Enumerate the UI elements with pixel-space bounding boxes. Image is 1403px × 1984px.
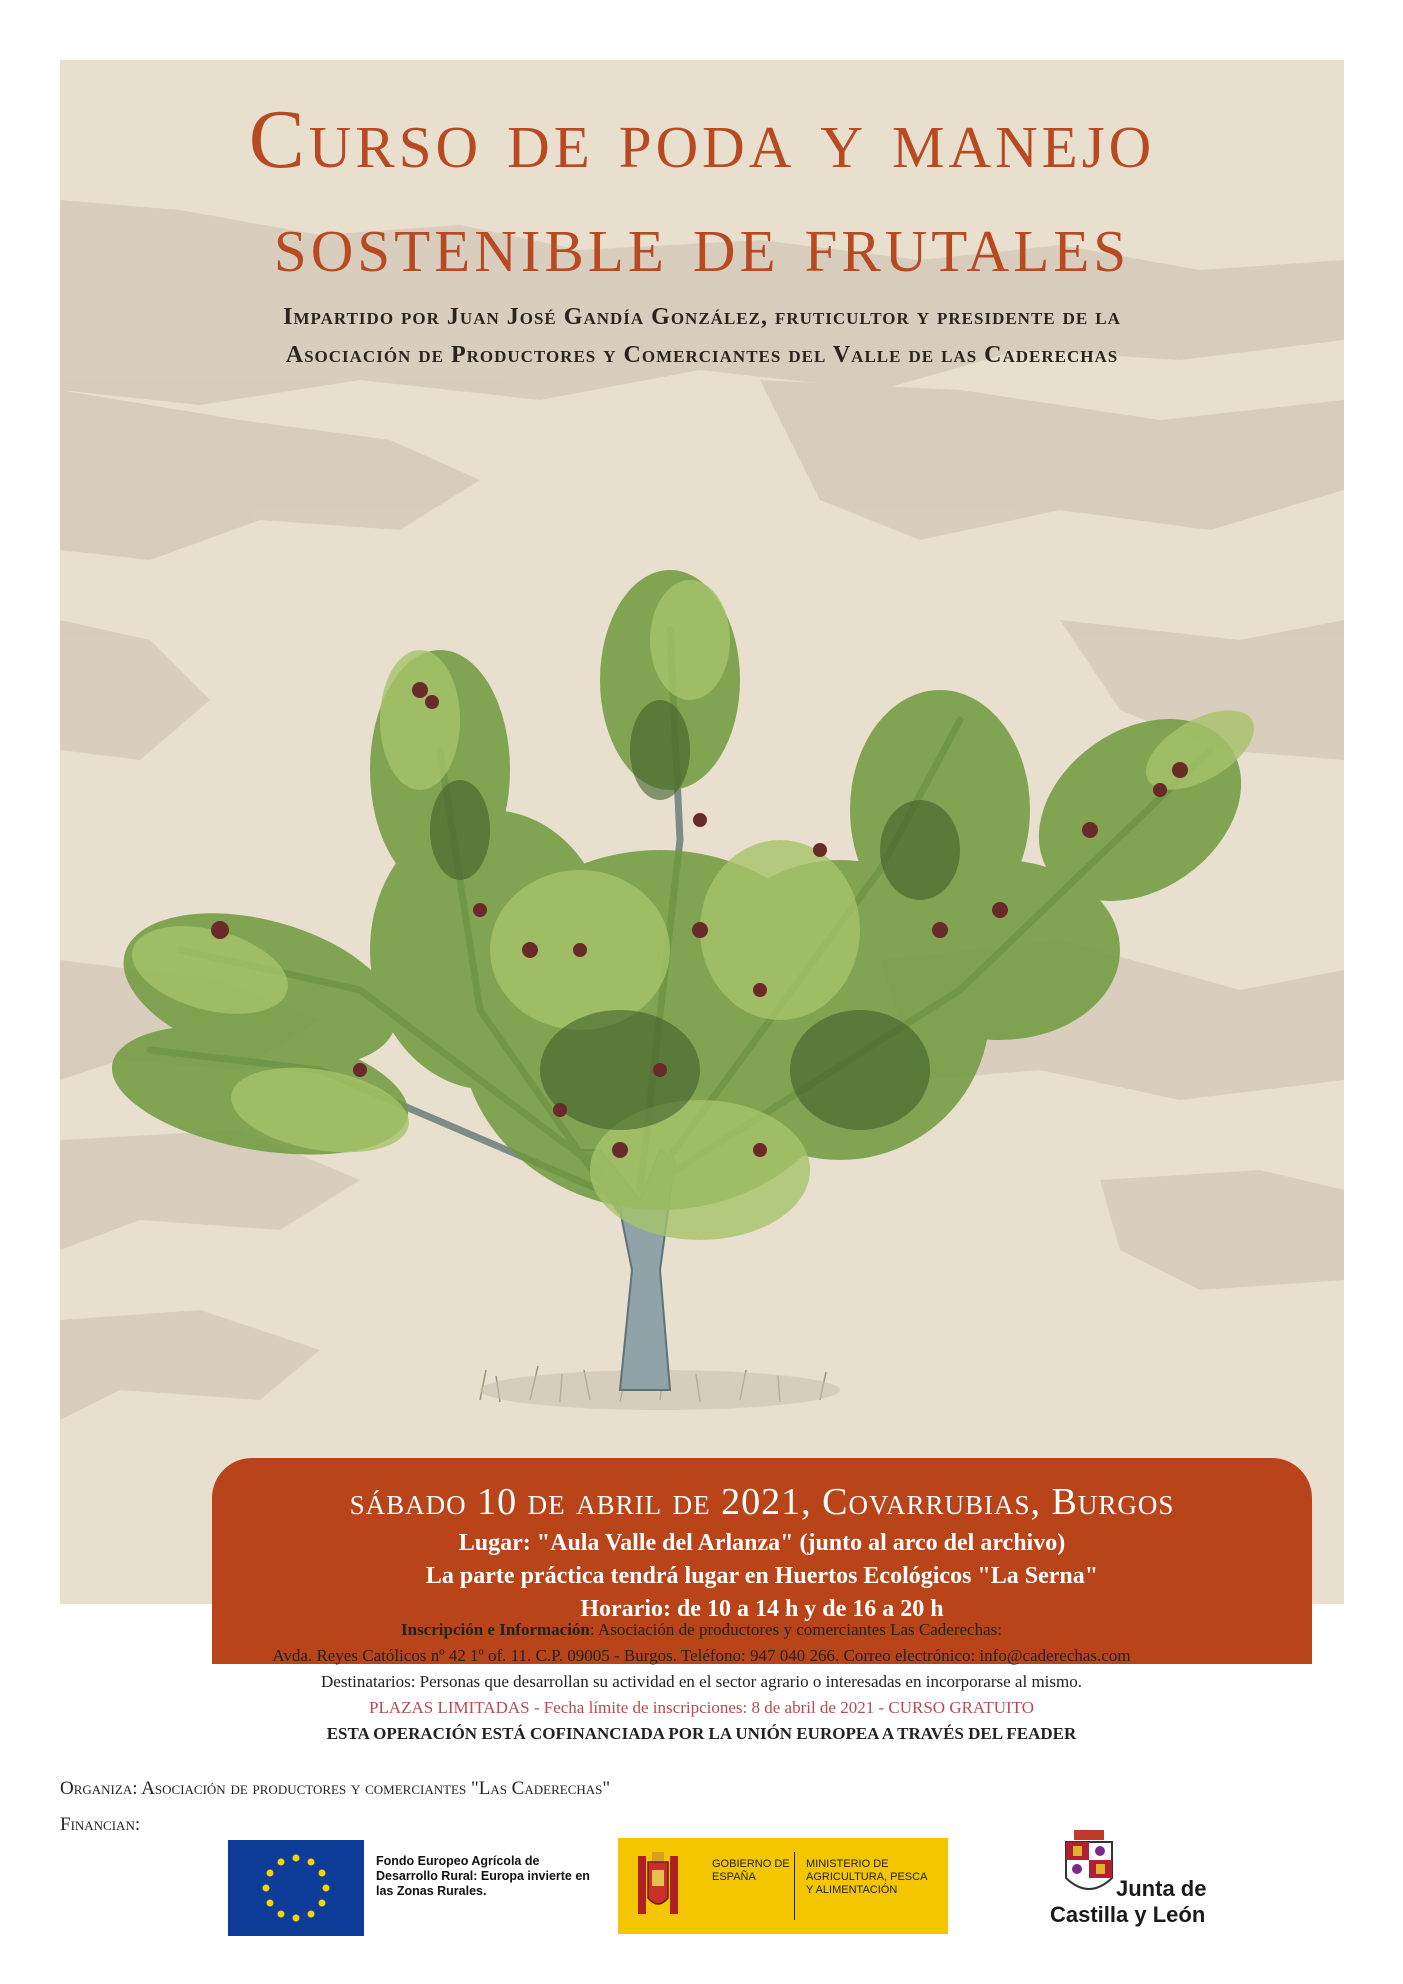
address-line: Avda. Reyes Católicos nº 42 1º of. 11. C.P. 09005 - Burgos. Teléfono: 947 040 266. Correo electrónico: info@caderechas.com bbox=[272, 1646, 1131, 1665]
registration-line bbox=[0, 1620, 1403, 1640]
event-practice: La parte práctica tendrá lugar en Huertos Ecológicos "La Serna" bbox=[425, 1563, 1099, 1589]
title-line-2: sostenible de frutales bbox=[273, 197, 1131, 290]
subtitle-line-2: Asociación de Productores y Comerciantes del Valle de las Caderechas bbox=[285, 342, 1119, 368]
organiza-line: Organiza: Asociación de productores y comerciantes "Las Caderechas" bbox=[60, 1778, 611, 1799]
eu-feader-logo bbox=[228, 1840, 596, 1936]
registration-label: Inscripción e Información bbox=[401, 1620, 590, 1639]
feader-line: ESTA OPERACIÓN ESTÁ COFINANCIADA POR LA UNIÓN EUROPEA A TRAVÉS DEL FEADER bbox=[326, 1724, 1077, 1743]
limits-line: PLAZAS LIMITADAS - Fecha límite de inscripciones: 8 de abril de 2021 - CURSO GRATUITO bbox=[368, 1698, 1035, 1717]
cherry-tree-illustration bbox=[60, 390, 1344, 1480]
event-schedule: Horario: de 10 a 14 h y de 16 a 20 h bbox=[580, 1596, 944, 1622]
gobierno-text: GOBIERNO DE ESPAÑA bbox=[712, 1858, 790, 1883]
subtitle-line-1: Impartido por Juan José Gandía González, fruticultor y presidente de la bbox=[283, 304, 1121, 330]
registration-text: : Asociación de productores y comerciantes Las Caderechas: bbox=[589, 1620, 1002, 1639]
eu-flag-icon bbox=[228, 1840, 364, 1936]
castilla-leon-text: Castilla y León bbox=[1050, 1902, 1206, 1927]
gobierno-divider bbox=[794, 1852, 795, 1920]
event-place: Lugar: "Aula Valle del Arlanza" (junto al arco del archivo) bbox=[458, 1530, 1066, 1556]
ministerio-text: MINISTERIO DE AGRICULTURA, PESCA Y ALIMENTACIÓN bbox=[806, 1858, 927, 1896]
audience-line: Destinatarios: Personas que desarrollan su actividad en el sector agrario o interesadas en incorporarse al mismo. bbox=[321, 1672, 1082, 1691]
spain-coat-of-arms-icon bbox=[632, 1848, 684, 1924]
castilla-leon-shield-icon bbox=[1062, 1830, 1116, 1900]
eu-logo-text: Fondo Europeo Agrícola de Desarrollo Rural: Europa invierte en las Zonas Rurales. bbox=[376, 1854, 590, 1898]
poster bbox=[60, 60, 1344, 1622]
junta-castilla-leon-logo bbox=[1050, 1830, 1250, 1940]
junta-text: Junta de bbox=[1116, 1876, 1207, 1901]
financian-label: Financian: bbox=[60, 1814, 141, 1835]
gobierno-espana-logo bbox=[618, 1838, 948, 1934]
event-date: sábado 10 de abril de 2021, Covarrubias, Burgos bbox=[349, 1481, 1175, 1523]
title-line-1: Curso de poda y manejo bbox=[248, 93, 1156, 186]
